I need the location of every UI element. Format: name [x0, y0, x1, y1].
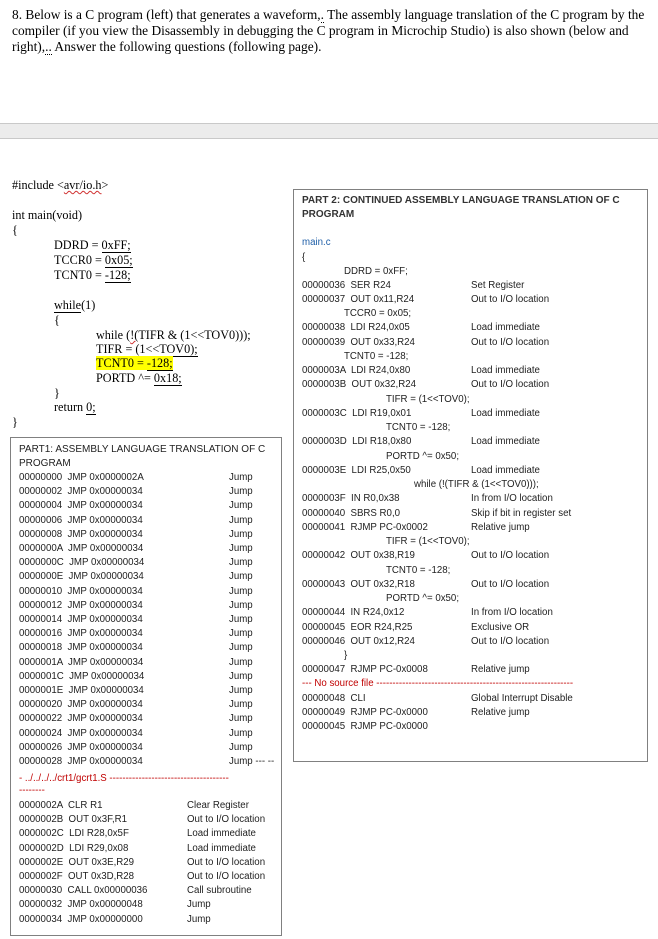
asm-comment: Load immediate — [471, 465, 540, 476]
src-portd-b: PORTD ^= 0x50; — [386, 593, 460, 604]
ddrd-line: DDRD = 0xFF; — [54, 238, 131, 252]
asm-line: 0000003E LDI R25,0x50 — [302, 465, 411, 476]
asm-comment: Exclusive OR — [471, 622, 530, 633]
asm-line: 00000004 JMP 0x00000034 — [19, 500, 143, 512]
part2-title-line2: PROGRAM — [302, 209, 355, 220]
asm-line: 00000047 RJMP PC-0x0008 — [302, 664, 428, 675]
asm-line: 00000020 JMP 0x00000034 — [19, 699, 143, 711]
asm-line: 00000022 JMP 0x00000034 — [19, 713, 143, 725]
asm-line: 0000000C JMP 0x00000034 — [19, 557, 145, 569]
asm-comment: Out to I/O location — [471, 337, 550, 348]
asm-comment: Set Register — [471, 280, 525, 291]
asm-comment: Jump — [229, 741, 253, 753]
asm-line: 0000001C JMP 0x00000034 — [19, 670, 145, 682]
asm-comment: Load immediate — [471, 365, 540, 376]
asm-comment: Out to I/O location — [471, 379, 550, 390]
asm-comment: In from I/O location — [471, 493, 553, 504]
asm-comment: Jump — [229, 500, 253, 512]
while-brace-open: { — [54, 313, 60, 327]
asm-line: 0000000E JMP 0x00000034 — [19, 571, 144, 583]
question-part-a: Below is a C program (left) that generates a waveform, — [25, 7, 321, 22]
asm-line: 0000000A JMP 0x00000034 — [19, 543, 144, 554]
asm-comment: Jump — [229, 585, 253, 597]
asm-line: 00000024 JMP 0x00000034 — [19, 727, 143, 739]
asm-comment: Out to I/O location — [471, 636, 550, 647]
source-file-name: main.c — [302, 237, 331, 248]
source-brace: { — [302, 252, 306, 263]
asm-comment: Jump — [229, 642, 253, 654]
asm-comment: Jump — [229, 528, 253, 540]
asm-comment: Out to I/O location — [187, 814, 266, 826]
asm-line: 00000034 JMP 0x00000000 — [19, 913, 143, 925]
asm-comment: Jump — [229, 571, 253, 583]
tccr0-line: TCCR0 = 0x05; — [54, 253, 133, 267]
asm-comment: Out to I/O location — [471, 294, 550, 305]
page-divider — [0, 123, 658, 139]
include-line: #include <avr/io.h> — [12, 178, 109, 192]
asm-line: 00000045 RJMP PC-0x0000 — [302, 721, 428, 732]
src-tccr0: TCCR0 = 0x05; — [344, 308, 412, 319]
asm-line: 00000045 EOR R24,R25 — [302, 622, 413, 633]
asm-comment: Global Interrupt Disable — [471, 693, 573, 704]
asm-line: 00000036 SER R24 — [302, 280, 391, 291]
asm-line: 00000026 JMP 0x00000034 — [19, 741, 143, 753]
file-marker: - ../../../../crt1/gcrt1.S ------------------------------------- — [19, 773, 229, 784]
asm-comment: Jump — [229, 614, 253, 625]
main-brace-open: { — [12, 223, 18, 237]
asm-comment: Load immediate — [187, 842, 256, 854]
asm-line: 00000032 JMP 0x00000048 — [19, 899, 143, 911]
asm-comment: Relative jump — [471, 707, 530, 718]
asm-line: 00000006 JMP 0x00000034 — [19, 514, 143, 526]
asm-comment: Relative jump — [471, 522, 530, 533]
src-tifr: TIFR = (1<<TOV0); — [386, 394, 470, 405]
asm-line: 00000037 OUT 0x11,R24 — [302, 294, 415, 305]
question-mark-a: . — [320, 7, 324, 22]
part2-panel — [293, 189, 648, 762]
asm-line: 0000003C LDI R19,0x01 — [302, 408, 412, 419]
src-close: } — [344, 650, 348, 661]
asm-comment: Out to I/O location — [471, 550, 550, 561]
asm-comment: Load immediate — [471, 436, 540, 447]
while-line: while(1) — [54, 298, 96, 312]
asm-comment: Load immediate — [187, 828, 256, 840]
main-brace-close: } — [12, 415, 18, 429]
asm-line: 0000001A JMP 0x00000034 — [19, 656, 144, 668]
question-mark-b: .. — [45, 39, 52, 54]
asm-line: 00000038 LDI R24,0x05 — [302, 322, 410, 333]
asm-line: 00000048 CLI — [302, 693, 366, 704]
portd-line: PORTD ^= 0x18; — [96, 371, 182, 385]
asm-line: 00000044 IN R24,0x12 — [302, 607, 405, 618]
asm-line: 00000040 SBRS R0,0 — [302, 508, 401, 519]
asm-comment: Jump — [229, 699, 253, 711]
part1-title-line1: PART1: ASSEMBLY LANGUAGE TRANSLATION OF C — [19, 444, 266, 455]
part1-title-line2: PROGRAM — [19, 458, 71, 469]
asm-comment: Jump — [187, 899, 211, 911]
asm-line: 0000002F OUT 0x3D,R28 — [19, 871, 135, 882]
asm-comment: Out to I/O location — [471, 579, 550, 590]
asm-line: 00000042 OUT 0x38,R19 — [302, 550, 415, 561]
asm-comment: Jump — [229, 628, 253, 640]
question-number: 8. — [12, 7, 23, 22]
asm-comment: Load immediate — [471, 322, 540, 333]
part1-panel — [10, 437, 282, 936]
asm-comment: Skip if bit in register set — [471, 508, 572, 519]
asm-line: 00000016 JMP 0x00000034 — [19, 628, 143, 640]
asm-line: 00000043 OUT 0x32,R18 — [302, 579, 415, 590]
asm-line: 0000001E JMP 0x00000034 — [19, 685, 144, 696]
while-brace-close: } — [54, 386, 60, 400]
asm-line: 0000003B OUT 0x32,R24 — [302, 379, 416, 390]
asm-line: 00000008 JMP 0x00000034 — [19, 528, 143, 540]
asm-line: 00000010 JMP 0x00000034 — [19, 585, 143, 597]
tcnt0-reload-line: TCNT0 = -128; — [96, 356, 173, 370]
main-signature: int main(void) — [12, 208, 83, 222]
asm-comment: Call subroutine — [187, 885, 252, 897]
asm-comment: Clear Register — [187, 800, 249, 811]
asm-line: 0000002C LDI R28,0x5F — [19, 828, 129, 840]
asm-line: 00000046 OUT 0x12,R24 — [302, 636, 415, 647]
asm-comment: Out to I/O location — [187, 871, 266, 882]
asm-line: 00000014 JMP 0x00000034 — [19, 614, 143, 625]
src-tcnt0-c: TCNT0 = -128; — [386, 565, 451, 576]
src-tcnt0: TCNT0 = -128; — [344, 351, 409, 362]
asm-line: 00000002 JMP 0x00000034 — [19, 486, 143, 498]
asm-line: 00000000 JMP 0x0000002A — [19, 472, 144, 483]
return-line: return 0; — [54, 400, 96, 414]
question-text — [12, 7, 648, 55]
no-source-marker: --- No source file ------------------------------------------------------------- — [302, 678, 574, 689]
asm-line: 00000041 RJMP PC-0x0002 — [302, 522, 428, 533]
asm-comment: Jump — [229, 713, 253, 725]
tifr-line: TIFR = (1<<TOV0); — [96, 342, 198, 356]
asm-line: 00000030 CALL 0x00000036 — [19, 885, 148, 897]
asm-comment: Load immediate — [471, 408, 540, 419]
asm-comment: In from I/O location — [471, 607, 553, 618]
asm-line: 0000002E OUT 0x3E,R29 — [19, 856, 135, 868]
asm-comment: Jump — [229, 670, 253, 682]
asm-comment: Jump — [229, 486, 253, 498]
question-part-c: Answer the following questions (following page). — [51, 39, 322, 54]
asm-comment: Jump — [229, 727, 253, 739]
asm-line: 0000002A CLR R1 — [19, 800, 103, 811]
asm-line: 00000028 JMP 0x00000034 — [19, 756, 143, 767]
asm-comment: Jump — [229, 685, 253, 696]
asm-comment: Jump — [229, 656, 253, 668]
asm-comment: Jump --- -- — [229, 756, 275, 767]
asm-line: 0000003D LDI R18,0x80 — [302, 436, 412, 447]
src-tcnt0-b: TCNT0 = -128; — [386, 422, 451, 433]
asm-line: 00000039 OUT 0x33,R24 — [302, 337, 415, 348]
file-marker-cont: -------- — [19, 785, 45, 796]
asm-line: 0000003A LDI R24,0x80 — [302, 365, 411, 376]
part2-title-line1: PART 2: CONTINUED ASSEMBLY LANGUAGE TRANSLATION OF C — [302, 195, 620, 206]
asm-comment: Jump — [229, 472, 253, 483]
asm-comment: Jump — [229, 557, 253, 569]
asm-line: 0000002D LDI R29,0x08 — [19, 842, 129, 854]
src-while: while (!(TIFR & (1<<TOV0))); — [414, 479, 539, 490]
asm-comment: Relative jump — [471, 664, 530, 675]
asm-line: 0000002B OUT 0x3F,R1 — [19, 814, 128, 826]
asm-line: 00000012 JMP 0x00000034 — [19, 599, 143, 611]
tcnt0-line: TCNT0 = -128; — [54, 268, 131, 282]
asm-line: 00000018 JMP 0x00000034 — [19, 642, 143, 654]
asm-line: 00000049 RJMP PC-0x0000 — [302, 707, 428, 718]
asm-comment: Out to I/O location — [187, 856, 266, 868]
src-portd: PORTD ^= 0x50; — [386, 451, 460, 462]
asm-comment: Jump — [229, 599, 253, 611]
question-part-b: The assembly language translation of the C program by the compiler (if you view the Disassembly in debugging the C program in Microchip Studio) is also shown (below and right), — [12, 7, 645, 54]
inner-while-line: while (!(TIFR & (1<<TOV0))); — [96, 328, 251, 342]
asm-line: 0000003F IN R0,0x38 — [302, 493, 400, 504]
src-tifr-b: TIFR = (1<<TOV0); — [386, 536, 470, 547]
asm-comment: Jump — [187, 913, 211, 925]
src-ddrd: DDRD = 0xFF; — [344, 266, 408, 277]
asm-comment: Jump — [229, 543, 253, 554]
asm-comment: Jump — [229, 514, 253, 526]
